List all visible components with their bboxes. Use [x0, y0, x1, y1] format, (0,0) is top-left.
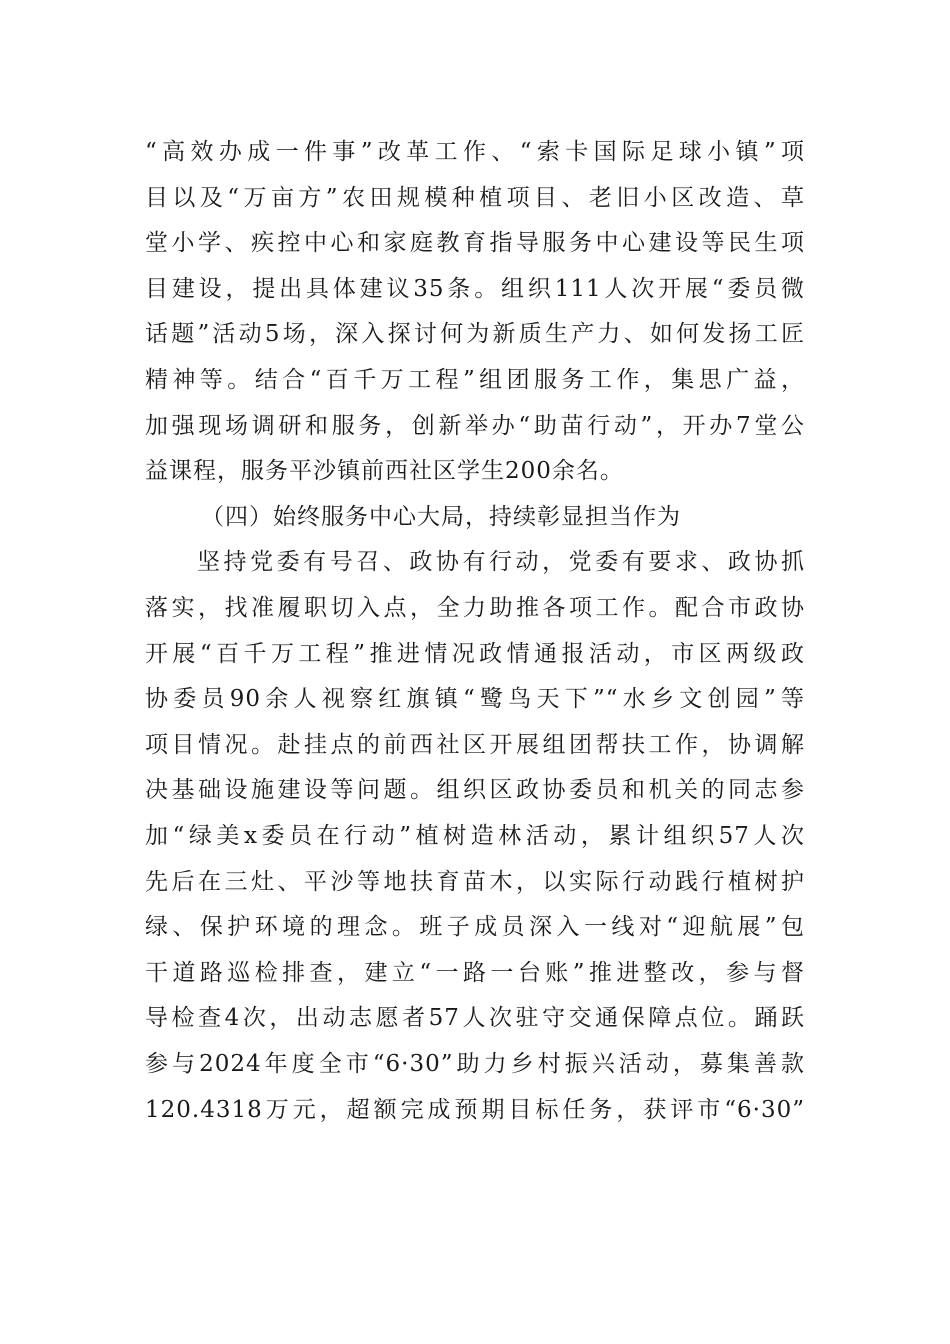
paragraph-line: “高效办成一件事”改革工作、“索卡国际足球小镇”项 — [145, 139, 805, 165]
paragraph-line: 决基础设施建设等问题。组织区政协委员和机关的同志参 — [145, 777, 805, 804]
paragraph-line: 话题”活动5场，深入探讨何为新质生产力、如何发扬工匠 — [145, 321, 805, 348]
paragraph-line: 开展“百千万工程”推进情况政情通报活动，市区两级政 — [145, 640, 805, 667]
paragraph-line: 坚持党委有号召、政协有行动，党委有要求、政协抓 — [197, 549, 805, 576]
paragraph-line: 精神等。结合“百千万工程”组团服务工作，集思广益， — [145, 367, 805, 393]
paragraph-line: 绿、保护环境的理念。班子成员深入一线对“迎航展”包 — [145, 914, 805, 941]
paragraph-line: 目以及“万亩方”农田规模种植项目、老旧小区改造、草 — [145, 184, 805, 211]
paragraph-line: 加“绿美x委员在行动”植树造林活动，累计组织57人次 — [145, 823, 805, 849]
paragraph-line: 参与2024年度全市“6·30”助力乡村振兴活动，募集善款 — [145, 1051, 805, 1077]
paragraph-line: 目建设，提出具体建议35条。组织111人次开展“委员微 — [145, 275, 805, 302]
paragraph-line: 协委员90余人视察红旗镇“鹭鸟天下”“水乡文创园”等 — [145, 686, 805, 713]
section-heading: （四）始终服务中心大局，持续彰显担当作为 — [201, 503, 681, 530]
paragraph-line: 导检查4次，出动志愿者57人次驻守交通保障点位。踊跃 — [145, 1005, 805, 1032]
paragraph-line: 干道路巡检排查，建立“一路一台账”推进整改，参与督 — [145, 959, 805, 986]
paragraph-line: 项目情况。赴挂点的前西社区开展组团帮扶工作，协调解 — [145, 731, 805, 758]
paragraph-line: 120.4318万元，超额完成预期目标任务，获评市“6·30” — [145, 1096, 805, 1123]
paragraph-line: 堂小学、疾控中心和家庭教育指导服务中心建设等民生项 — [145, 230, 805, 257]
paragraph-line: 加强现场调研和服务，创新举办“助苗行动”，开办7堂公 — [145, 412, 805, 439]
paragraph-line: 益课程，服务平沙镇前西社区学生200余名。 — [145, 458, 624, 485]
paragraph-line: 先后在三灶、平沙等地扶育苗木，以实际行动践行植树护 — [145, 868, 805, 895]
paragraph-line: 落实，找准履职切入点，全力助推各项工作。配合市政协 — [145, 595, 805, 621]
